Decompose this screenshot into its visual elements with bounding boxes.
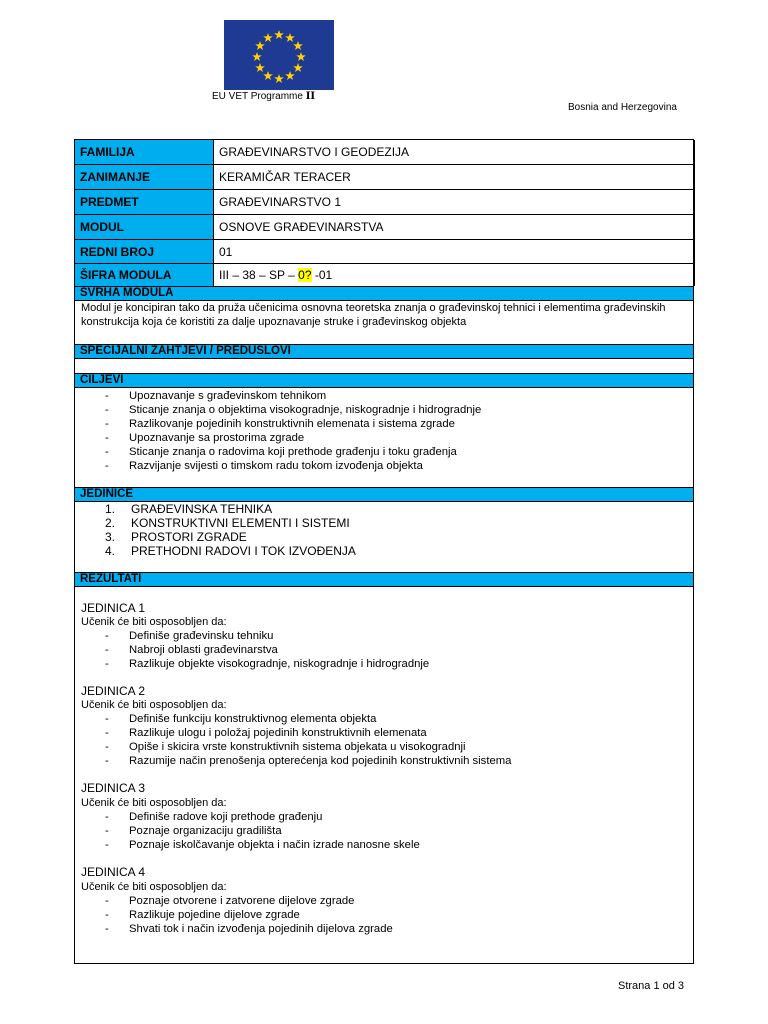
zanimanje-value: KERAMIČAR TERACER [214,165,695,189]
module-document: FAMILIJA GRAĐEVINARSTVO I GEODEZIJA ZANIMANJE KERAMIČAR TERACER PREDMET GRAĐEVINARSTVO 1 MODUL OSNOVE GRAĐEVINARSTVA REDNI BROJ 01 ŠIFRA MODULA III – 38 – SP – 0? -01 SVRHA MODULA Modul je koncipiran tako da pruža učenicima osnovna teoretska znanja o građevinskoj tehnici i elementima građevinskih konstrukcija koja će koristiti za dalje upoznavanje struke i građevinskog objekta SPECIJALNI ZAHTJEVI / PREDUSLOVI CILJEVI - Upoznavanje s građevinskom tehnikom - Sticanje znanja o objektima visokogradnje, niskogradnje i hidrogradnje - Razlikovanje pojedinih konstruktivnih elemenata i sistema zgrade - Upoznavanje sa prostorima zgrade - Sticanje znanja o radovima koji prethode građenju i toku građenja - Razvijanje svijesti o timskom radu tokom izvođenja objekta JEDINICE 1. GRAĐEVINSKA TEHNIKA 2. KONSTRUKTIVNI ELEMENTI I SISTEMI 3. PROSTORI ZGRADE 4. PRETHODNI RADOVI I TOK IZVOĐENJA REZULTATI JEDINICA 1 Učenik će biti osposobljen da: - Definiše građevinsku tehniku - Nabroji oblasti građevinarstva - Razlikuje objekte visokogradnje, niskogradnje i hidrogradnje JEDINICA 2 Učenik će biti osposobljen da: - Definiše funkciju konstruktivnog elementa objekta - Razlikuje ulogu i položaj pojedinih konstruktivnih elemenata - Opiše i skicira vrste konstruktivnih sistema objekata u visokogradnji - Razumije način prenošenja opterećenja kod pojedinih konstruktivnih sistema JEDINICA 3 Učenik će biti osposobljen da: - Definiše radove koji prethode građenju - Poznaje organizaciju gradilišta - Poznaje iskolčavanje objekta i način izrade nanosne skele JEDINICA 4 Učenik će biti osposobljen da: - Poznaje otvorene i zatvorene dijelove zgrade - Razlikuje pojedine dijelove zgrade - Shvati tok i način izvođenja pojedinih dijelova zgrade [74,139,694,964]
eu-flag-logo [224,20,334,90]
sifra-highlighted-part: 0? [298,268,312,282]
programme-suffix: II [305,91,316,102]
country-label: Bosnia and Herzegovina [568,102,677,113]
rezultati-header: REZULTATI [75,572,693,587]
redni-broj-value: 01 [214,240,695,263]
row-sifra-modula [75,264,695,286]
jedinice-item: 2. KONSTRUKTIVNI ELEMENTI I SISTEMI [105,516,350,530]
predmet-value: GRAĐEVINARSTVO 1 [214,190,695,214]
row-modul [75,215,695,240]
page-number: Strana 1 od 3 [618,980,685,992]
jedinica-1-title: JEDINICA 1 [81,601,146,615]
redni-broj-label: REDNI BROJ [75,240,214,263]
sifra-label: ŠIFRA MODULA [75,264,214,286]
row-familija [75,140,695,165]
svrha-header: SVRHA MODULA [75,286,693,301]
familija-value: GRAĐEVINARSTVO I GEODEZIJA [214,140,695,164]
jedinice-header: JEDINICE [75,487,693,502]
jedinice-item: 4. PRETHODNI RADOVI I TOK IZVOĐENJA [105,544,356,558]
familija-label: FAMILIJA [75,140,214,164]
jedinica-3-intro: Učenik će biti osposobljen da: [81,797,227,809]
jedinica-2-intro: Učenik će biti osposobljen da: [81,699,227,711]
modul-value: OSNOVE GRAĐEVINARSTVA [214,215,695,239]
row-predmet [75,190,695,215]
specijalni-zahtjevi-header: SPECIJALNI ZAHTJEVI / PREDUSLOVI [75,344,693,359]
sifra-value-part-b: -01 [311,268,333,282]
modul-label: MODUL [75,215,214,239]
ciljevi-header: CILJEVI [75,373,693,388]
predmet-label: PREDMET [75,190,214,214]
jedinice-item: 1. GRAĐEVINSKA TEHNIKA [105,502,273,516]
jedinice-item: 3. PROSTORI ZGRADE [105,530,247,544]
sifra-value-part-a: III – 38 – SP – [219,268,299,282]
programme-label [212,91,315,102]
programme-text: EU VET Programme [212,91,303,102]
row-redni-broj [75,240,695,264]
jedinica-4-title: JEDINICA 4 [81,865,146,879]
jedinica-1-intro: Učenik će biti osposobljen da: [81,616,227,628]
sifra-value [214,264,695,286]
jedinica-3-title: JEDINICA 3 [81,781,146,795]
jedinica-2-title: JEDINICA 2 [81,684,146,698]
jedinica-4-intro: Učenik će biti osposobljen da: [81,881,227,893]
row-zanimanje [75,165,695,190]
zanimanje-label: ZANIMANJE [75,165,214,189]
svrha-text: Modul je koncipiran tako da pruža učenicima osnovna teoretska znanja o građevinskoj tehnici i elementima građevinskih konstrukcija koja će koristiti za dalje upoznavanje struke i građevinskog objekta [81,302,666,328]
